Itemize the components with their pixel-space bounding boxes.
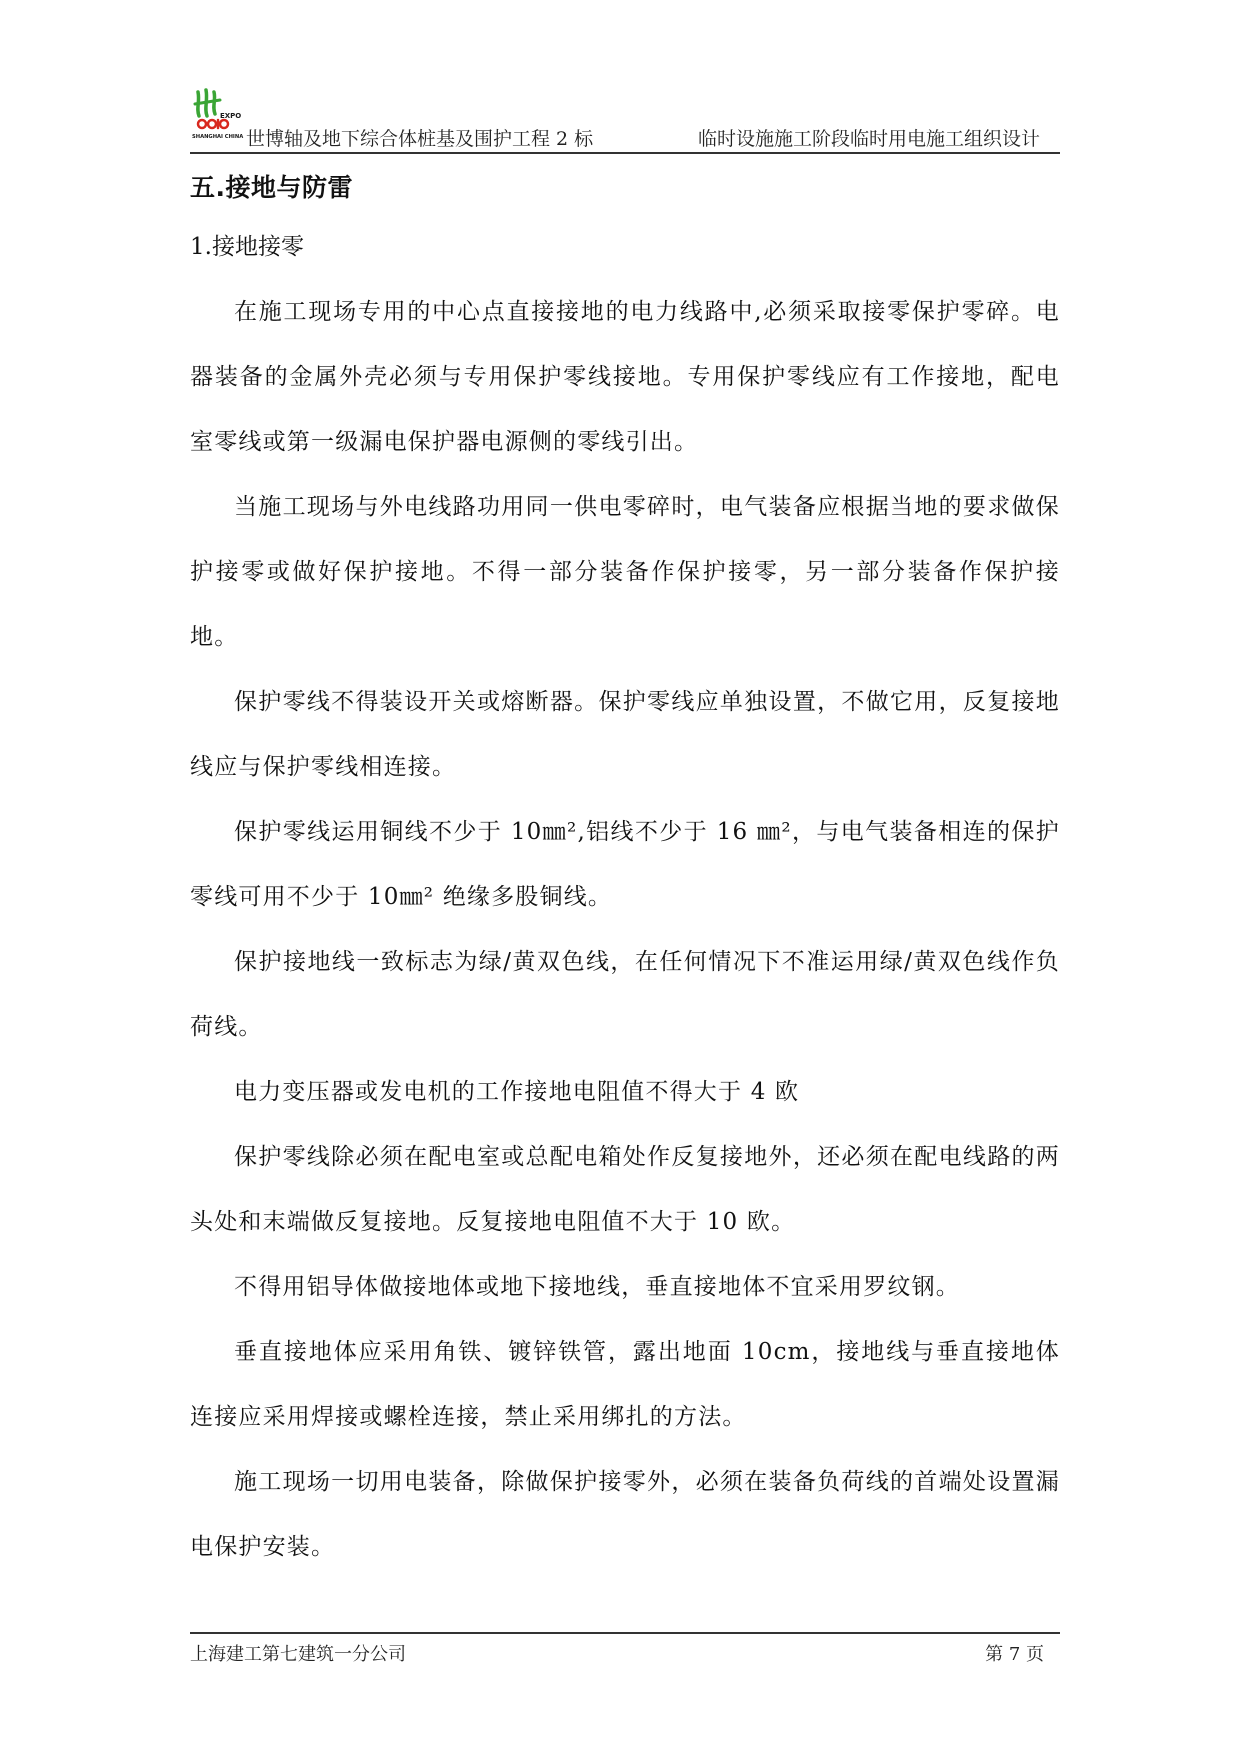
paragraph: 保护零线运用铜线不少于 10㎜²,铝线不少于 16 ㎜²，与电气装备相连的保护零线可用不少于 10㎜² 绝缘多股铜线。: [190, 819, 1060, 910]
footer-company: 上海建工第七建筑一分公司: [190, 1644, 406, 1665]
page-number: 第 7 页: [985, 1644, 1044, 1665]
paragraph: 保护零线除必须在配电室或总配电箱处作反复接地外，还必须在配电线路的两头处和末端做反复接地。反复接地电阻值不大于 10 欧。: [190, 1144, 1060, 1235]
header-document-title: 临时设施施工阶段临时用电施工组织设计: [697, 128, 1040, 150]
subsection-title: 1.接地接零: [190, 234, 304, 260]
paragraph: 电力变压器或发电机的工作接地电阻值不得大于 4 欧: [234, 1079, 800, 1105]
svg-text:SHANGHAI CHINA: SHANGHAI CHINA: [192, 134, 244, 140]
paragraph: 保护接地线一致标志为绿/黄双色线，在任何情况下不准运用绿/黄双色线作负荷线。: [190, 949, 1060, 1040]
page-footer: [190, 1632, 1060, 1672]
svg-text:EXPO: EXPO: [220, 112, 242, 120]
document-body: [190, 170, 1060, 1580]
page-header: [190, 86, 1060, 154]
paragraph: 施工现场一切用电装备，除做保护接零外，必须在装备负荷线的首端处设置漏电保护安装。: [190, 1469, 1060, 1560]
paragraph: 在施工现场专用的中心点直接接地的电力线路中,必须采取接零保护零碎。电器装备的金属外壳必须与专用保护零线接地。专用保护零线应有工作接地，配电室零线或第一级漏电保护器电源侧的零线引出。: [190, 299, 1060, 455]
paragraph: 当施工现场与外电线路功用同一供电零碎时，电气装备应根据当地的要求做保护接零或做好保护接地。不得一部分装备作保护接零，另一部分装备作保护接地。: [190, 494, 1060, 650]
header-project-name: 世博轴及地下综合体桩基及围护工程 2 标: [246, 128, 594, 150]
paragraph: 不得用铝导体做接地体或地下接地线，垂直接地体不宜采用罗纹钢。: [234, 1274, 960, 1300]
expo-2010-logo: [190, 86, 248, 146]
section-title: 五.接地与防雷: [190, 173, 353, 202]
paragraph: 保护零线不得装设开关或熔断器。保护零线应单独设置，不做它用，反复接地线应与保护零线相连接。: [190, 689, 1060, 780]
header-divider: [190, 152, 1060, 154]
paragraph: 垂直接地体应采用角铁、镀锌铁管，露出地面 10cm，接地线与垂直接地体连接应采用焊接或螺栓连接，禁止采用绑扎的方法。: [190, 1339, 1060, 1430]
footer-divider: [190, 1632, 1060, 1634]
